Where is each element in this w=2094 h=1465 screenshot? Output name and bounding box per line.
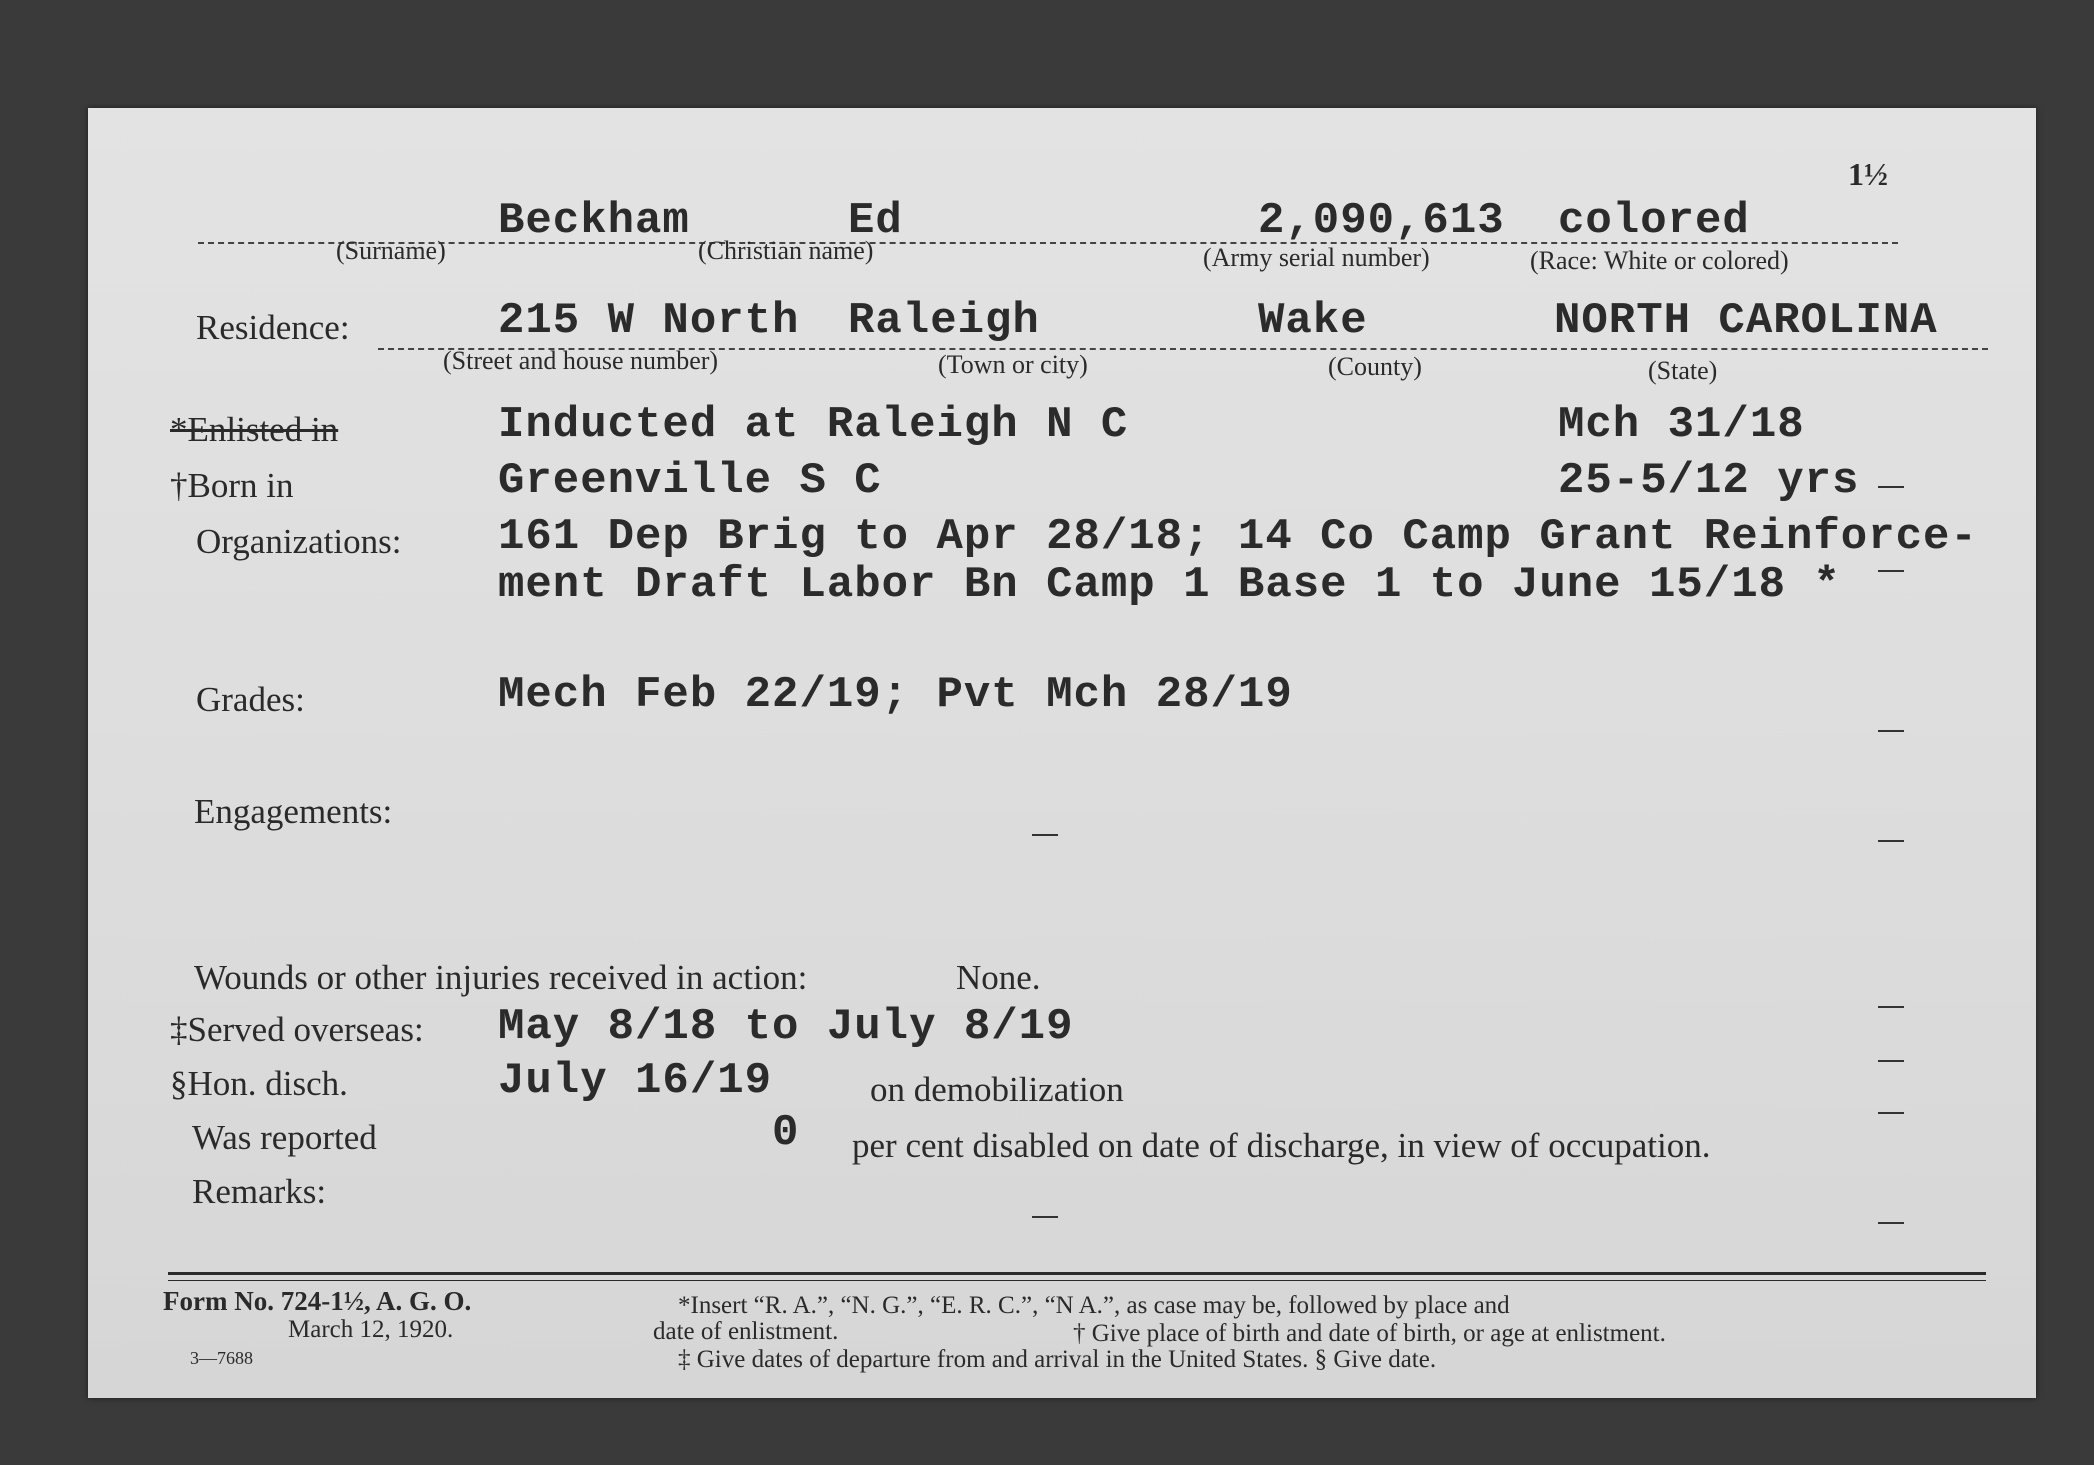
footnote-line2a: date of enlistment. bbox=[653, 1318, 839, 1345]
town-value: Raleigh bbox=[848, 296, 1040, 346]
footnote-line1: *Insert “R. A.”, “N. G.”, “E. R. C.”, “N A.”, as case may be, followed by place and bbox=[678, 1292, 1510, 1319]
street-value: 215 W North bbox=[498, 296, 800, 346]
per-cent-disabled-text: per cent disabled on date of discharge, in view of occupation. bbox=[852, 1126, 1711, 1165]
race-caption: (Race: White or colored) bbox=[1530, 246, 1789, 275]
percent-value: 0 bbox=[772, 1108, 800, 1158]
footer-rule-bottom bbox=[168, 1280, 1986, 1281]
surname-value: Beckham bbox=[498, 196, 690, 246]
form-number: Form No. 724-1½, A. G. O. bbox=[163, 1286, 472, 1316]
wounds-label: Wounds or other injuries received in action: bbox=[194, 958, 808, 997]
county-value: Wake bbox=[1258, 296, 1368, 346]
draft-record-card bbox=[88, 108, 2036, 1398]
state-caption: (State) bbox=[1648, 356, 1718, 385]
christian-name-caption: (Christian name) bbox=[698, 236, 874, 265]
enlisted-date-value: Mch 31/18 bbox=[1558, 400, 1805, 450]
served-overseas-label: ‡Served overseas: bbox=[170, 1010, 424, 1049]
remarks-label: Remarks: bbox=[192, 1172, 327, 1211]
born-label: †Born in bbox=[170, 466, 294, 505]
town-caption: (Town or city) bbox=[938, 350, 1088, 379]
county-caption: (County) bbox=[1328, 352, 1422, 381]
engagements-label: Engagements: bbox=[194, 792, 393, 831]
hon-disch-label: §Hon. disch. bbox=[170, 1064, 348, 1103]
grades-label: Grades: bbox=[196, 680, 305, 719]
serial-number-value: 2,090,613 bbox=[1258, 196, 1505, 246]
form-date: March 12, 1920. bbox=[288, 1316, 454, 1343]
christian-name-value: Ed bbox=[848, 196, 903, 246]
served-overseas-value: May 8/18 to July 8/19 bbox=[498, 1002, 1074, 1052]
was-reported-label: Was reported bbox=[192, 1118, 377, 1157]
print-code: 3—7688 bbox=[190, 1348, 253, 1368]
corner-mark: 1½ bbox=[1848, 156, 1888, 192]
name-row-line bbox=[198, 242, 1898, 244]
state-value: NORTH CAROLINA bbox=[1554, 296, 1938, 346]
grades-value: Mech Feb 22/19; Pvt Mch 28/19 bbox=[498, 670, 1293, 720]
serial-caption: (Army serial number) bbox=[1203, 243, 1430, 272]
organizations-label: Organizations: bbox=[196, 522, 402, 561]
surname-caption: (Surname) bbox=[336, 236, 446, 265]
race-value: colored bbox=[1558, 196, 1750, 246]
organizations-line1: 161 Dep Brig to Apr 28/18; 14 Co Camp Grant Reinforce- bbox=[498, 512, 1978, 562]
hon-disch-value: July 16/19 bbox=[498, 1056, 773, 1106]
footnote-line2b: † Give place of birth and date of birth, or age at enlistment. bbox=[1073, 1320, 1666, 1347]
enlisted-label: *Enlisted in bbox=[170, 410, 339, 449]
age-value: 25-5/12 yrs bbox=[1558, 456, 1860, 506]
footer-rule-top bbox=[168, 1272, 1986, 1275]
street-caption: (Street and house number) bbox=[443, 346, 719, 375]
residence-label: Residence: bbox=[196, 308, 350, 347]
footnote-line3: ‡ Give dates of departure from and arrival in the United States. § Give date. bbox=[678, 1346, 1437, 1373]
born-value: Greenville S C bbox=[498, 456, 882, 506]
organizations-line2: ment Draft Labor Bn Camp 1 Base 1 to June 15/18 * bbox=[498, 560, 1841, 610]
on-demobilization-text: on demobilization bbox=[870, 1070, 1124, 1109]
enlisted-value: Inducted at Raleigh N C bbox=[498, 400, 1129, 450]
wounds-value: None. bbox=[956, 958, 1041, 997]
